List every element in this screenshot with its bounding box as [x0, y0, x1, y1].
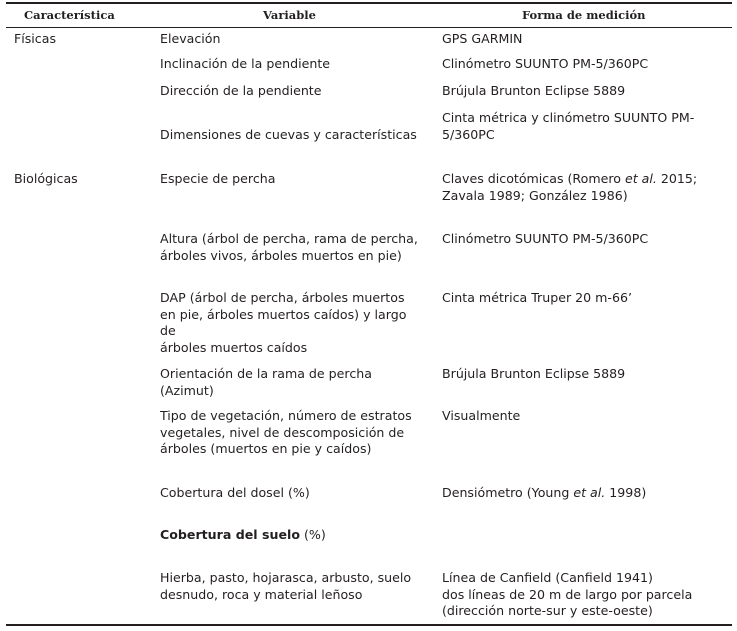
variable-bold-text: Cobertura del suelo — [160, 527, 300, 542]
method-line: Cinta métrica y clinómetro SUUNTO PM- — [442, 110, 695, 125]
method-line: Zavala 1989; González 1986) — [442, 187, 628, 203]
variable-line: DAP (árbol de percha, árboles muertos — [160, 290, 405, 305]
variable-line: árboles (muertos en pie y caídos) — [160, 441, 372, 456]
method-line — [442, 171, 722, 188]
header-forma-medicion: Forma de medición — [522, 8, 646, 22]
method-text: 2015; — [656, 171, 698, 186]
variable-line: árboles muertos caídos — [160, 339, 308, 355]
method-cell — [442, 570, 722, 620]
method-cell: Clinómetro SUUNTO PM-5/360PC — [442, 231, 649, 246]
method-cell: Visualmente — [442, 408, 521, 423]
table-top-rule — [6, 2, 732, 4]
method-line: dos líneas de 20 m de largo por parcela — [442, 586, 693, 602]
variable-cell: Cobertura del dosel (%) — [160, 485, 310, 500]
method-text: 1998) — [605, 485, 647, 500]
variable-text: (%) — [299, 527, 326, 542]
method-cell: Cinta métrica Truper 20 m-66’ — [442, 290, 632, 305]
variable-line: desnudo, roca y material leñoso — [160, 586, 363, 602]
method-cell: GPS GARMIN — [442, 31, 523, 46]
table-bottom-rule — [6, 624, 732, 626]
method-etal: et al. — [573, 485, 606, 500]
header-variable: Variable — [263, 8, 316, 22]
variable-cell: Dirección de la pendiente — [160, 83, 322, 98]
method-text: Claves dicotómicas (Romero — [442, 171, 625, 186]
method-cell: Brújula Brunton Eclipse 5889 — [442, 366, 626, 381]
variable-cell: Inclinación de la pendiente — [160, 56, 331, 71]
method-line: (dirección norte-sur y este-oeste) — [442, 603, 653, 618]
method-cell — [442, 485, 722, 502]
variable-cell: Dimensiones de cuevas y características — [160, 127, 417, 142]
variable-cell: Orientación de la rama de percha (Azimut) — [160, 366, 372, 398]
method-cell — [442, 171, 722, 204]
header-caracteristica: Característica — [24, 8, 115, 22]
variable-cell — [160, 231, 420, 264]
method-line: Línea de Canfield (Canfield 1941) — [442, 570, 653, 585]
method-etal: et al. — [624, 171, 657, 186]
group-label: Físicas — [14, 31, 57, 46]
variable-cell — [160, 527, 420, 544]
variable-line: Tipo de vegetación, número de estratos — [160, 408, 412, 423]
method-cell — [442, 110, 722, 143]
group-label: Biológicas — [14, 171, 78, 186]
table-header-rule — [6, 27, 732, 28]
variable-line: Altura (árbol de percha, rama de percha, — [160, 231, 418, 246]
method-line: 5/360PC — [442, 126, 495, 142]
variable-line: vegetales, nivel de descomposición de — [160, 424, 405, 440]
variable-cell — [160, 290, 420, 356]
variable-line: árboles vivos, árboles muertos en pie) — [160, 247, 402, 263]
variable-cell — [160, 570, 420, 603]
variable-line: Hierba, pasto, hojarasca, arbusto, suelo — [160, 570, 412, 585]
method-cell: Clinómetro SUUNTO PM-5/360PC — [442, 56, 649, 71]
variable-cell — [160, 408, 420, 458]
method-text: Densiómetro (Young — [442, 485, 574, 500]
variable-line: en pie, árboles muertos caídos) y largo de — [160, 306, 407, 338]
method-cell: Brújula Brunton Eclipse 5889 — [442, 83, 626, 98]
variable-cell: Elevación — [160, 31, 221, 46]
variable-cell: Especie de percha — [160, 171, 276, 186]
